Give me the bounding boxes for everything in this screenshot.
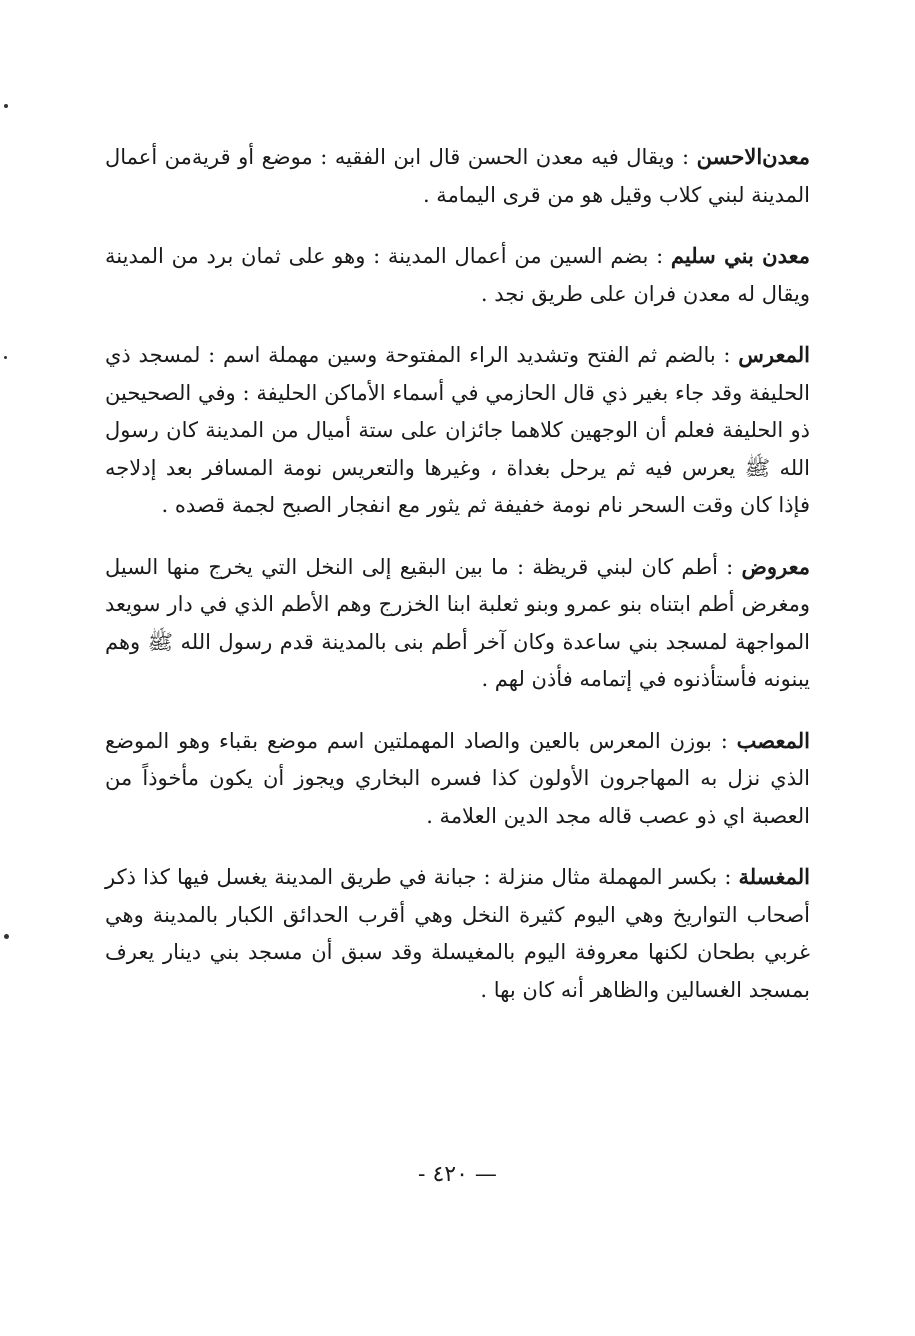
entry bbox=[105, 548, 810, 699]
entry-text: : أطم كان لبني قريظة : ما بين البقيع إلى النخل التي يخرج منها السيل ومغرض أطم ابتناه بنو عمرو وبنو ثعلبة ابنا الخزرج وهم الأطم الذي في دار سويعد المواجهة لمسجد بني ساعدة وكان آخر أطم بنى بالمدينة قدم رسول الله ﷺ وهم يبنونه فأستأذنوه في إتمامه فأذن لهم . bbox=[105, 554, 810, 691]
entry bbox=[105, 138, 810, 214]
entry-text: : بالضم ثم الفتح وتشديد الراء المفتوحة وسين مهملة اسم : لمسجد ذي الحليفة وقد جاء بغير ذي قال الحازمي في أسماء الأماكن الحليفة : وفي الصحيحين ذو الحليفة فعلم أن الوجهين كلاهما جائزان على ستة أميال من المدينة كان رسول الله ﷺ يعرس فيه ثم يرحل بغداة ، وغيرها والتعريس نومة المسافر بعد إدلاجه فإذا كان وقت السحر نام نومة خفيفة ثم يثور مع انفجار الصبح لجمة قصده . bbox=[105, 343, 810, 517]
page-number: — ٤٢٠ - bbox=[418, 1162, 497, 1187]
entry-text: : بوزن المعرس بالعين والصاد المهملتين اسم موضع بقباء وهو الموضع الذي نزل به المهاجرون الأولون كذا فسره البخاري ويجوز أن يكون مأخوذاً من العصبة اي ذو عصب قاله مجد الدين العلامة . bbox=[105, 728, 810, 828]
entries-list bbox=[105, 138, 810, 1009]
entry-headword: المعرس bbox=[738, 342, 810, 367]
entry bbox=[105, 336, 810, 525]
margin-mark bbox=[4, 104, 8, 108]
entry-text: : بكسر المهملة مثال منزلة : جبانة في طريق المدينة يغسل فيها كذا ذكر أصحاب التواريخ وهي اليوم كثيرة النخل وهي أقرب الحدائق الكبار بالمدينة وهي غربي بطحان لكنها معروفة اليوم بالمغيسلة وقد سبق أن مسجد بني دينار يعرف بمسجد الغسالين والظاهر أنه كان بها . bbox=[105, 865, 810, 1002]
entry bbox=[105, 722, 810, 836]
entry-text: : ويقال فيه معدن الحسن قال ابن الفقيه : موضع أو قرية‌من أعمال المدينة لبني كلاب وقيل هو من قرى اليمامة . bbox=[105, 145, 810, 207]
entry-text: : بضم السين من أعمال المدينة : وهو على ثمان برد من المدينة ويقال له معدن فران على طريق نجد . bbox=[105, 244, 810, 306]
entry-headword: معدن‌الاحسن bbox=[696, 144, 810, 169]
margin-mark bbox=[4, 934, 9, 939]
margin-mark bbox=[4, 356, 7, 359]
entry-headword: معدن بني سليم bbox=[670, 243, 810, 268]
entry-headword: المغسلة bbox=[738, 864, 810, 889]
entry bbox=[105, 237, 810, 313]
entry bbox=[105, 858, 810, 1009]
entry-headword: معروض bbox=[741, 553, 810, 579]
entry-headword: المعصب bbox=[736, 727, 810, 753]
